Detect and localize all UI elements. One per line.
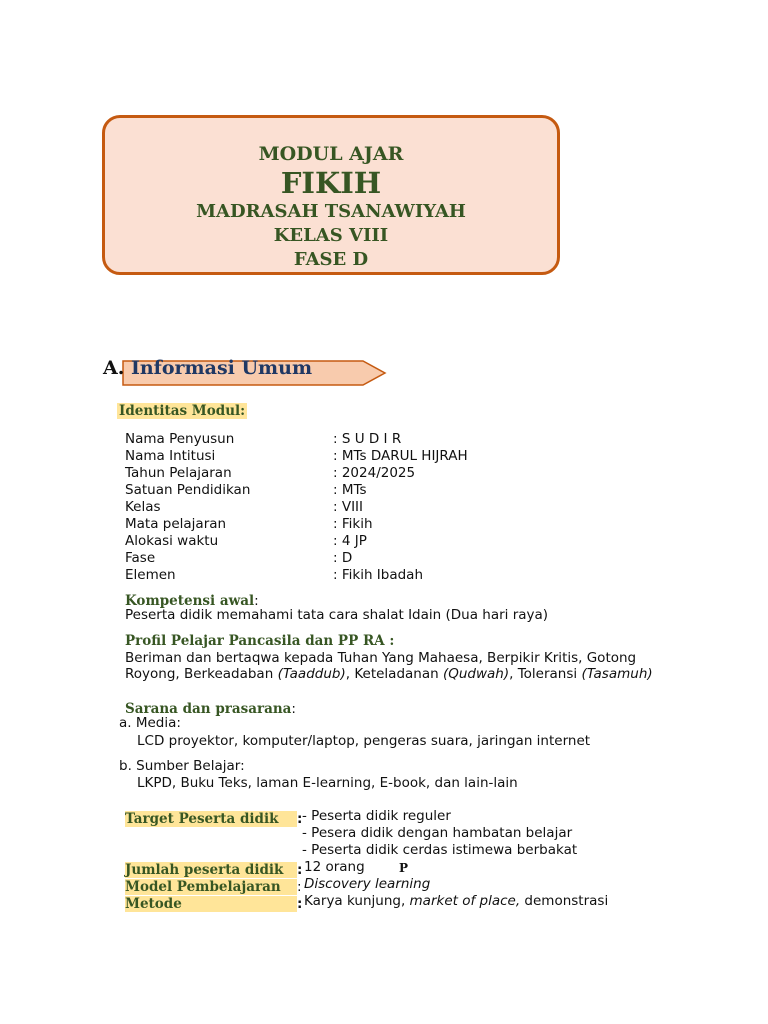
profil-text-line1: Beriman dan bertaqwa kepada Tuhan Yang Mahaesa, Berpikir Kritis, Gotong (125, 650, 637, 666)
jumlah-extra: P (399, 861, 409, 875)
identitas-row: Tahun Pelajaran : 2024/2025 (125, 465, 416, 481)
sarana-heading: Sarana dan prasarana: (125, 701, 296, 717)
target-item: - Peserta didik reguler (302, 808, 451, 824)
identitas-row: Alokasi waktu : 4 JP (125, 533, 367, 549)
jumlah-label: Jumlah peserta didik (125, 862, 297, 878)
title-line-madrasah: MADRASAH TSANAWIYAH (196, 201, 466, 222)
identitas-row: Mata pelajaran : Fikih (125, 516, 373, 532)
title-line-modul: MODUL AJAR (258, 143, 404, 165)
jumlah-value: 12 orang (304, 859, 365, 875)
title-line-fikih: FIKIH (280, 166, 382, 200)
section-letter: A. (103, 357, 125, 379)
model-row: Model Pembelajaran : (125, 879, 302, 895)
section-title: Informasi Umum (130, 357, 313, 379)
sarana-sumber-text: LKPD, Buku Teks, laman E-learning, E-book, dan lain-lain (137, 775, 518, 791)
identitas-row: Nama Penyusun : S U D I R (125, 431, 402, 447)
target-item: - Pesera didik dengan hambatan belajar (302, 825, 573, 841)
jumlah-row: Jumlah peserta didik : (125, 862, 303, 878)
model-value: Discovery learning (304, 876, 431, 892)
kompetensi-heading: Kompetensi awal: (125, 593, 259, 609)
sarana-media-label: a. Media: (119, 715, 181, 731)
target-row: Target Peserta didik : (125, 811, 303, 827)
title-line-fase: FASE D (293, 249, 369, 270)
title-box (102, 115, 560, 275)
identitas-row: Nama Intitusi : MTs DARUL HIJRAH (125, 448, 468, 464)
target-item: - Peserta didik cerdas istimewa berbakat (302, 842, 578, 858)
identitas-heading: Identitas Modul: (119, 403, 246, 419)
sarana-media-text: LCD proyektor, komputer/laptop, pengeras suara, jaringan internet (137, 733, 591, 749)
kompetensi-text: Peserta didik memahami tata cara shalat Idain (Dua hari raya) (125, 607, 549, 623)
sarana-sumber-label: b. Sumber Belajar: (119, 758, 245, 774)
identitas-row: Kelas : VIII (125, 499, 364, 515)
identitas-row: Satuan Pendidikan : MTs (125, 482, 367, 498)
metode-label: Metode (125, 896, 297, 912)
identitas-row: Fase : D (125, 550, 353, 566)
target-label: Target Peserta didik (125, 811, 297, 827)
profil-heading: Profil Pelajar Pancasila dan PP RA : (125, 633, 395, 649)
identitas-row: Elemen : Fikih Ibadah (125, 567, 424, 583)
model-label: Model Pembelajaran (125, 879, 297, 895)
metode-value: Karya kunjung, market of place, demonstrasi (304, 893, 609, 909)
section-heading (103, 357, 312, 379)
profil-text-line2: Royong, Berkeadaban (Taaddub), Keteladanan (Qudwah), Toleransi (Tasamuh) (125, 666, 653, 682)
title-line-kelas: KELAS VIII (273, 225, 389, 246)
metode-row: Metode : (125, 896, 303, 912)
